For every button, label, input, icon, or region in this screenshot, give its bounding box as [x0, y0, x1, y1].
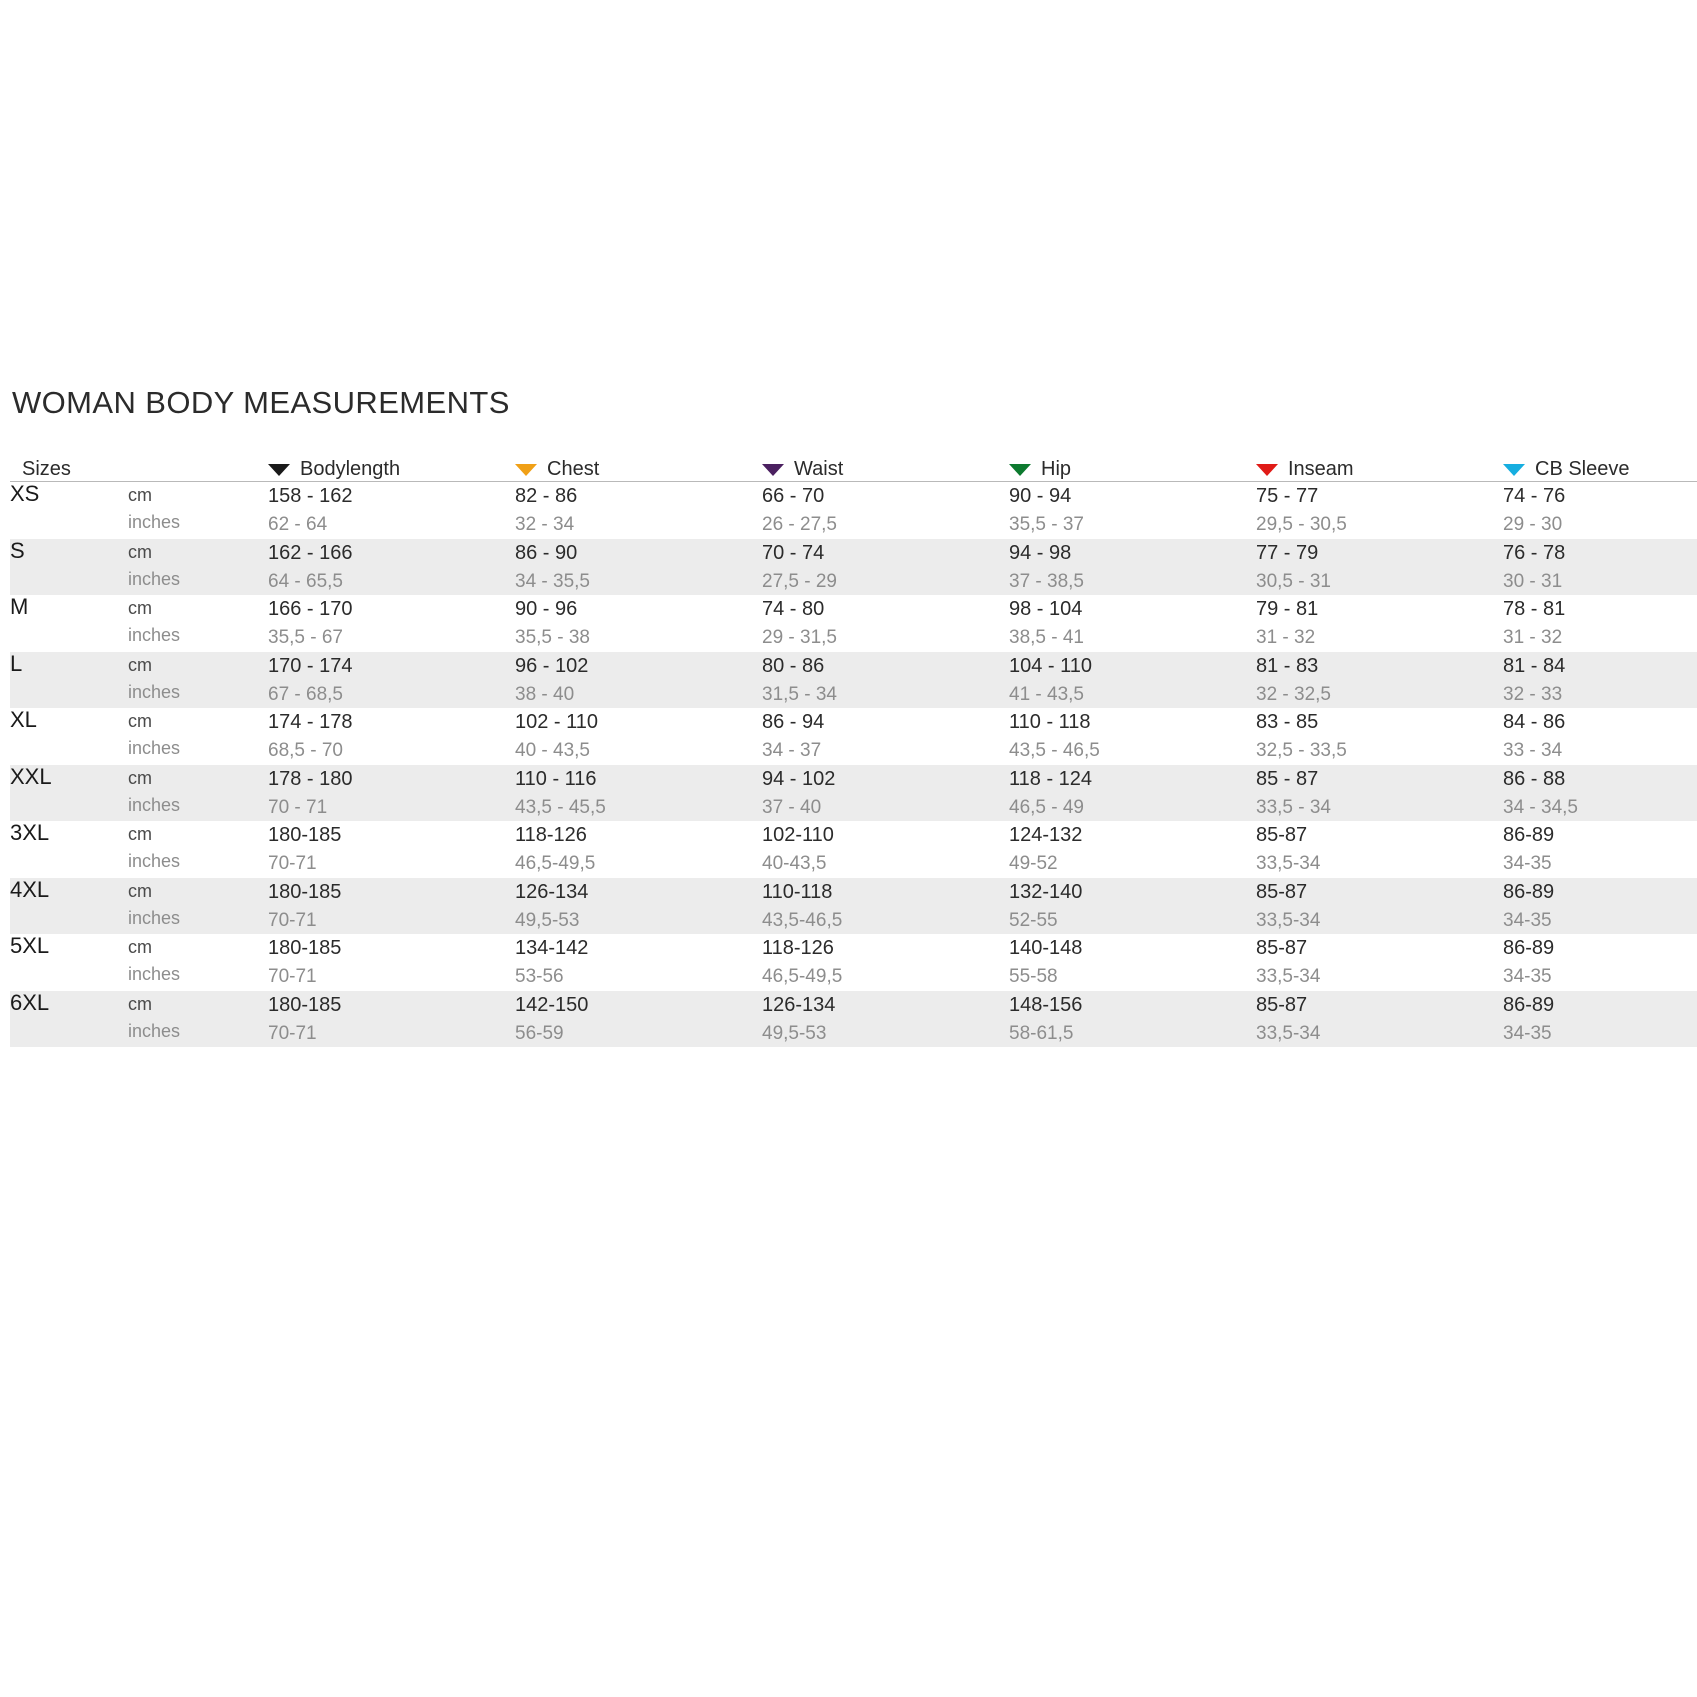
value-inches: 34-35	[1503, 1022, 1552, 1044]
value-inches: 49,5-53	[762, 1022, 827, 1044]
value-cm: 86 - 90	[515, 541, 578, 564]
cell-chest	[515, 765, 762, 822]
cell-bodylength	[268, 991, 515, 1048]
value-cm: 70 - 74	[762, 541, 825, 564]
value-cm: 86-89	[1503, 993, 1555, 1016]
value-inches: 31 - 32	[1256, 627, 1316, 649]
cell-hip	[1009, 539, 1256, 596]
value-inches: 26 - 27,5	[762, 514, 837, 535]
row-size-label: XS	[10, 481, 40, 506]
value-inches: 49,5-53	[515, 909, 580, 931]
cell-cb-sleeve	[1503, 934, 1697, 991]
row-unit-labels	[128, 652, 268, 709]
table-row	[10, 878, 1697, 935]
cell-hip	[1009, 991, 1256, 1048]
column-header-label: CB Sleeve	[1535, 458, 1630, 480]
cell-hip	[1009, 934, 1256, 991]
cell-inseam	[1256, 765, 1503, 822]
value-inches: 33,5-34	[1256, 1022, 1321, 1044]
value-cm: 132-140	[1009, 880, 1083, 903]
value-cm: 162 - 166	[268, 541, 353, 564]
unit-cm-label: cm	[128, 993, 152, 1014]
unit-inches-label: inches	[128, 568, 181, 589]
cell-bodylength	[268, 652, 515, 709]
value-inches: 31 - 32	[1503, 627, 1563, 649]
value-inches: 43,5-46,5	[762, 909, 843, 931]
value-cm: 180-185	[268, 993, 342, 1016]
value-cm: 118-126	[515, 824, 587, 847]
value-cm: 166 - 170	[268, 598, 353, 621]
table-row	[10, 482, 1697, 539]
column-header-label: Bodylength	[300, 458, 401, 480]
column-header-hip	[1009, 458, 1256, 482]
row-size-label: 6XL	[10, 989, 50, 1015]
cell-chest	[515, 878, 762, 935]
unit-cm-label: cm	[128, 711, 152, 732]
value-cm: 90 - 94	[1009, 485, 1072, 507]
value-cm: 84 - 86	[1503, 711, 1566, 734]
unit-inches-label: inches	[128, 1020, 181, 1041]
value-cm: 118 - 124	[1009, 767, 1093, 790]
cell-bodylength	[268, 934, 515, 991]
row-unit-labels	[128, 539, 268, 596]
size-chart-table	[10, 458, 1697, 1047]
value-inches: 32 - 34	[515, 514, 575, 535]
row-unit-labels	[128, 878, 268, 935]
value-cm: 158 - 162	[268, 485, 353, 507]
value-inches: 29 - 31,5	[762, 627, 837, 649]
cell-inseam	[1256, 482, 1503, 539]
value-cm: 76 - 78	[1503, 541, 1566, 564]
unit-inches-label: inches	[128, 964, 181, 985]
value-inches: 34 - 34,5	[1503, 796, 1578, 818]
triangle-down-icon	[515, 464, 537, 476]
cell-inseam	[1256, 878, 1503, 935]
value-cm: 75 - 77	[1256, 485, 1319, 507]
value-cm: 170 - 174	[268, 654, 353, 677]
cell-inseam	[1256, 539, 1503, 596]
unit-cm-label: cm	[128, 485, 152, 505]
value-cm: 79 - 81	[1256, 598, 1319, 621]
row-unit-labels	[128, 595, 268, 652]
value-inches: 70-71	[268, 1022, 317, 1044]
unit-inches-label: inches	[128, 907, 181, 928]
value-cm: 81 - 84	[1503, 654, 1566, 677]
value-inches: 34-35	[1503, 966, 1552, 988]
value-cm: 86-89	[1503, 880, 1555, 903]
cell-chest	[515, 595, 762, 652]
value-cm: 85-87	[1256, 824, 1308, 847]
value-inches: 33,5 - 34	[1256, 796, 1331, 818]
value-cm: 126-134	[762, 993, 836, 1016]
value-inches: 38,5 - 41	[1009, 627, 1084, 649]
value-cm: 126-134	[515, 880, 589, 903]
table-row	[10, 991, 1697, 1048]
cell-hip	[1009, 765, 1256, 822]
cell-chest	[515, 821, 762, 878]
row-size-label: 5XL	[10, 933, 50, 959]
column-header-cb-sleeve	[1503, 458, 1697, 482]
value-cm: 110-118	[762, 880, 833, 903]
value-inches: 53-56	[515, 966, 564, 988]
cell-cb-sleeve	[1503, 482, 1697, 539]
table-row	[10, 821, 1697, 878]
cell-waist	[762, 652, 1009, 709]
row-unit-labels	[128, 765, 268, 822]
column-header-label: Hip	[1041, 458, 1072, 480]
cell-inseam	[1256, 595, 1503, 652]
value-inches: 49-52	[1009, 853, 1058, 875]
value-inches: 29 - 30	[1503, 514, 1563, 535]
row-size-label: XXL	[10, 763, 52, 789]
cell-bodylength	[268, 539, 515, 596]
value-inches: 35,5 - 67	[268, 627, 343, 649]
value-inches: 70-71	[268, 853, 317, 875]
value-inches: 31,5 - 34	[762, 683, 837, 705]
row-unit-labels	[128, 708, 268, 765]
value-cm: 96 - 102	[515, 654, 589, 677]
row-unit-labels	[128, 934, 268, 991]
value-inches: 62 - 64	[268, 514, 328, 535]
triangle-down-icon	[1256, 464, 1278, 476]
value-inches: 56-59	[515, 1022, 564, 1044]
value-inches: 43,5 - 45,5	[515, 796, 606, 818]
unit-inches-label: inches	[128, 738, 181, 759]
value-cm: 110 - 118	[1009, 711, 1091, 734]
column-header-units	[128, 458, 268, 482]
cell-cb-sleeve	[1503, 595, 1697, 652]
value-cm: 78 - 81	[1503, 598, 1566, 621]
cell-cb-sleeve	[1503, 708, 1697, 765]
value-inches: 38 - 40	[515, 683, 575, 705]
value-inches: 64 - 65,5	[268, 570, 343, 592]
row-size-label: 3XL	[10, 820, 50, 846]
cell-chest	[515, 482, 762, 539]
value-inches: 30 - 31	[1503, 570, 1563, 592]
value-cm: 180-185	[268, 880, 342, 903]
value-inches: 43,5 - 46,5	[1009, 740, 1100, 762]
unit-cm-label: cm	[128, 598, 152, 619]
cell-hip	[1009, 595, 1256, 652]
value-inches: 68,5 - 70	[268, 740, 343, 762]
value-cm: 85-87	[1256, 880, 1308, 903]
value-inches: 52-55	[1009, 909, 1058, 931]
cell-waist	[762, 482, 1009, 539]
unit-cm-label: cm	[128, 654, 152, 675]
cell-waist	[762, 991, 1009, 1048]
row-size-label: 4XL	[10, 876, 50, 902]
cell-chest	[515, 539, 762, 596]
cell-waist	[762, 765, 1009, 822]
value-inches: 30,5 - 31	[1256, 570, 1331, 592]
value-inches: 70 - 71	[268, 796, 328, 818]
value-cm: 180-185	[268, 937, 342, 960]
table-row	[10, 708, 1697, 765]
cell-hip	[1009, 482, 1256, 539]
cell-waist	[762, 595, 1009, 652]
value-inches: 46,5-49,5	[762, 966, 843, 988]
column-header-label: Inseam	[1288, 458, 1354, 480]
cell-bodylength	[268, 878, 515, 935]
cell-waist	[762, 539, 1009, 596]
value-cm: 83 - 85	[1256, 711, 1319, 734]
value-inches: 27,5 - 29	[762, 570, 837, 592]
triangle-down-icon	[1503, 464, 1525, 476]
value-cm: 86-89	[1503, 824, 1555, 847]
triangle-down-icon	[1009, 464, 1031, 476]
cell-chest	[515, 934, 762, 991]
cell-inseam	[1256, 708, 1503, 765]
table-body	[10, 482, 1697, 1048]
value-cm: 86-89	[1503, 937, 1555, 960]
value-cm: 94 - 102	[762, 767, 836, 790]
unit-cm-label: cm	[128, 824, 152, 845]
row-size-label: XL	[10, 707, 37, 733]
table-row	[10, 765, 1697, 822]
column-header-label: Waist	[794, 458, 844, 480]
value-cm: 102 - 110	[515, 711, 599, 734]
row-unit-labels	[128, 482, 268, 539]
value-cm: 98 - 104	[1009, 598, 1083, 621]
triangle-down-icon	[762, 464, 784, 476]
row-unit-labels	[128, 991, 268, 1048]
cell-waist	[762, 934, 1009, 991]
value-inches: 46,5-49,5	[515, 853, 596, 875]
row-size-label: M	[10, 594, 29, 620]
row-size-label: S	[10, 537, 25, 563]
unit-inches-label: inches	[128, 512, 181, 532]
value-cm: 82 - 86	[515, 485, 578, 507]
value-inches: 32 - 33	[1503, 683, 1563, 705]
value-inches: 41 - 43,5	[1009, 683, 1084, 705]
cell-bodylength	[268, 708, 515, 765]
cell-bodylength	[268, 821, 515, 878]
value-cm: 174 - 178	[268, 711, 353, 734]
value-cm: 90 - 96	[515, 598, 578, 621]
value-cm: 124-132	[1009, 824, 1083, 847]
value-cm: 81 - 83	[1256, 654, 1319, 677]
row-unit-labels	[128, 821, 268, 878]
cell-chest	[515, 652, 762, 709]
value-cm: 142-150	[515, 993, 589, 1016]
column-header-waist	[762, 458, 1009, 482]
value-inches: 58-61,5	[1009, 1022, 1074, 1044]
value-inches: 32,5 - 33,5	[1256, 740, 1347, 762]
value-inches: 70-71	[268, 966, 317, 988]
page-title: WOMAN BODY MEASUREMENTS	[12, 385, 510, 420]
value-inches: 33,5-34	[1256, 853, 1321, 875]
value-cm: 85-87	[1256, 937, 1308, 960]
value-cm: 140-148	[1009, 937, 1083, 960]
value-cm: 80 - 86	[762, 654, 825, 677]
column-header-chest	[515, 458, 762, 482]
value-cm: 178 - 180	[268, 767, 353, 790]
unit-cm-label: cm	[128, 880, 152, 901]
cell-inseam	[1256, 991, 1503, 1048]
cell-cb-sleeve	[1503, 765, 1697, 822]
column-header-bodylength	[268, 458, 515, 482]
value-inches: 46,5 - 49	[1009, 796, 1084, 818]
triangle-down-icon	[268, 464, 290, 476]
cell-hip	[1009, 652, 1256, 709]
cell-hip	[1009, 708, 1256, 765]
table-row	[10, 934, 1697, 991]
cell-waist	[762, 708, 1009, 765]
cell-bodylength	[268, 765, 515, 822]
table-row	[10, 595, 1697, 652]
value-cm: 102-110	[762, 824, 834, 847]
value-cm: 74 - 80	[762, 598, 825, 621]
cell-waist	[762, 821, 1009, 878]
unit-cm-label: cm	[128, 937, 152, 958]
value-cm: 134-142	[515, 937, 589, 960]
cell-inseam	[1256, 821, 1503, 878]
cell-waist	[762, 878, 1009, 935]
unit-cm-label: cm	[128, 541, 152, 562]
value-inches: 37 - 40	[762, 796, 822, 818]
column-header-sizes	[10, 458, 128, 482]
value-inches: 35,5 - 38	[515, 627, 590, 649]
table-header-row	[10, 458, 1697, 482]
value-inches: 37 - 38,5	[1009, 570, 1084, 592]
value-inches: 34 - 37	[762, 740, 822, 762]
column-header-inseam	[1256, 458, 1503, 482]
column-header-label: Chest	[547, 458, 600, 480]
size-chart-content	[0, 385, 1697, 1047]
table-header	[10, 458, 1697, 482]
value-inches: 34 - 35,5	[515, 570, 590, 592]
value-inches: 55-58	[1009, 966, 1058, 988]
value-inches: 34-35	[1503, 909, 1552, 931]
unit-inches-label: inches	[128, 625, 181, 646]
value-inches: 67 - 68,5	[268, 683, 343, 705]
value-inches: 70-71	[268, 909, 317, 931]
cell-hip	[1009, 878, 1256, 935]
unit-inches-label: inches	[128, 851, 181, 872]
cell-bodylength	[268, 482, 515, 539]
value-cm: 118-126	[762, 937, 834, 960]
value-cm: 94 - 98	[1009, 541, 1072, 564]
cell-hip	[1009, 821, 1256, 878]
cell-chest	[515, 991, 762, 1048]
cell-cb-sleeve	[1503, 652, 1697, 709]
value-cm: 104 - 110	[1009, 654, 1093, 677]
value-cm: 110 - 116	[515, 767, 597, 790]
value-inches: 33,5-34	[1256, 966, 1321, 988]
column-header-label: Sizes	[22, 458, 71, 480]
table-row	[10, 652, 1697, 709]
value-cm: 85 - 87	[1256, 767, 1319, 790]
value-cm: 180-185	[268, 824, 342, 847]
value-inches: 29,5 - 30,5	[1256, 514, 1347, 535]
value-cm: 85-87	[1256, 993, 1308, 1016]
cell-inseam	[1256, 934, 1503, 991]
value-cm: 74 - 76	[1503, 485, 1566, 507]
cell-inseam	[1256, 652, 1503, 709]
cell-chest	[515, 708, 762, 765]
table-row	[10, 539, 1697, 596]
value-inches: 33,5-34	[1256, 909, 1321, 931]
cell-bodylength	[268, 595, 515, 652]
unit-inches-label: inches	[128, 681, 181, 702]
value-inches: 32 - 32,5	[1256, 683, 1331, 705]
value-inches: 33 - 34	[1503, 740, 1563, 762]
value-inches: 34-35	[1503, 853, 1552, 875]
cell-cb-sleeve	[1503, 878, 1697, 935]
value-cm: 66 - 70	[762, 485, 825, 507]
value-inches: 40-43,5	[762, 853, 827, 875]
row-size-label: L	[10, 650, 23, 676]
unit-cm-label: cm	[128, 767, 152, 788]
value-inches: 40 - 43,5	[515, 740, 590, 762]
value-inches: 35,5 - 37	[1009, 514, 1084, 535]
cell-cb-sleeve	[1503, 539, 1697, 596]
unit-inches-label: inches	[128, 794, 181, 815]
value-cm: 148-156	[1009, 993, 1083, 1016]
cell-cb-sleeve	[1503, 991, 1697, 1048]
value-cm: 86 - 94	[762, 711, 825, 734]
cell-cb-sleeve	[1503, 821, 1697, 878]
value-cm: 86 - 88	[1503, 767, 1566, 790]
value-cm: 77 - 79	[1256, 541, 1319, 564]
